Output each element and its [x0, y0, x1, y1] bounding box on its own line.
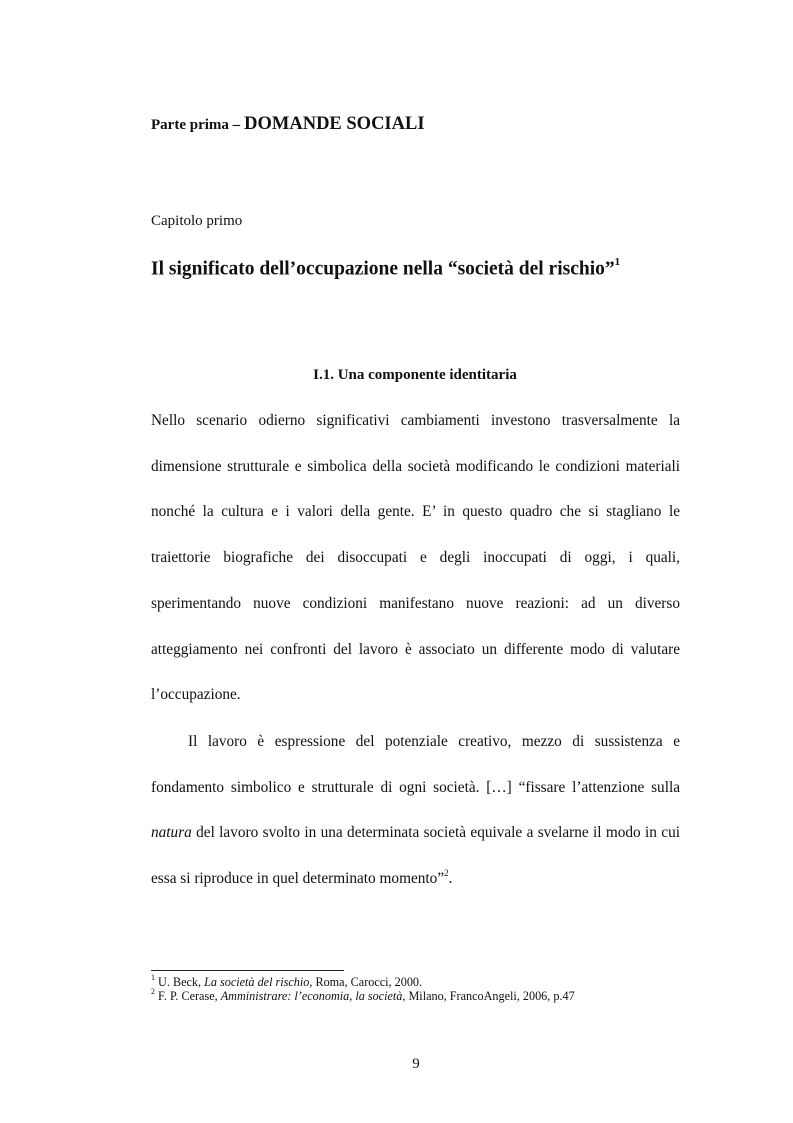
- paragraph-2-before: Il lavoro è espressione del potenziale creativo, mezzo di sussistenza e fondamento simbolico e strutturale di ogni società. […] “fissare l’attenzione sulla: [151, 733, 680, 796]
- footnote-ref-2: 2: [444, 868, 449, 879]
- part-label: Parte prima –: [151, 117, 241, 133]
- footnote-1-number: 1: [151, 972, 155, 982]
- paragraph-2: [151, 719, 680, 902]
- footnote-2-after: , Milano, FrancoAngeli, 2006, p.47: [402, 989, 575, 1003]
- paragraph-1: [151, 398, 680, 718]
- footnote-1-title: La società del rischio: [204, 975, 310, 989]
- paragraph-1-text: Nello scenario odierno significativi cambiamenti investono trasversalmente la dimensione strutturale e simbolica della società modificando le condizioni materiali nonché la cultura e i valori della gente. E’ in questo quadro che si stagliano le traiettorie biografiche dei disoccupati e degli inoccupati di oggi, i quali, sperimentando nuove condizioni manifestano nuove reazioni: ad un diverso atteggiamento nei confronti del lavoro è associato un differente modo di valutare l’occupazione.: [151, 412, 680, 704]
- footnote-2-before: F. P. Cerase,: [155, 989, 221, 1003]
- section-title: I.1. Una componente identitaria: [313, 367, 517, 383]
- paragraph-2-italic: natura: [151, 824, 192, 842]
- chapter-label: Capitolo primo: [151, 213, 243, 229]
- part-heading: [151, 114, 425, 135]
- paragraph-2-text: [151, 719, 680, 902]
- chapter-title: [151, 258, 620, 281]
- page-number: 9: [412, 1056, 420, 1072]
- footnote-1: [151, 972, 575, 989]
- footnote-ref-1: 1: [614, 256, 621, 268]
- footnote-2-number: 2: [151, 986, 155, 996]
- part-title: DOMANDE SOCIALI: [244, 114, 425, 134]
- footnotes: [151, 972, 575, 1003]
- chapter-title-text: Il significato dell’occupazione nella “società del rischio”: [151, 258, 615, 280]
- paragraph-2-end: .: [448, 870, 453, 888]
- footnote-2: [151, 986, 575, 1003]
- footnote-1-after: , Roma, Carocci, 2000.: [309, 975, 423, 989]
- footnote-2-title: Amministrare: l’economia, la società: [220, 989, 403, 1003]
- footnote-1-before: U. Beck,: [155, 975, 205, 989]
- footnote-separator: [151, 970, 344, 971]
- paragraph-2-after: del lavoro svolto in una determinata società equivale a svelarne il modo in cui essa si riproduce in quel determinato momento”: [151, 824, 680, 888]
